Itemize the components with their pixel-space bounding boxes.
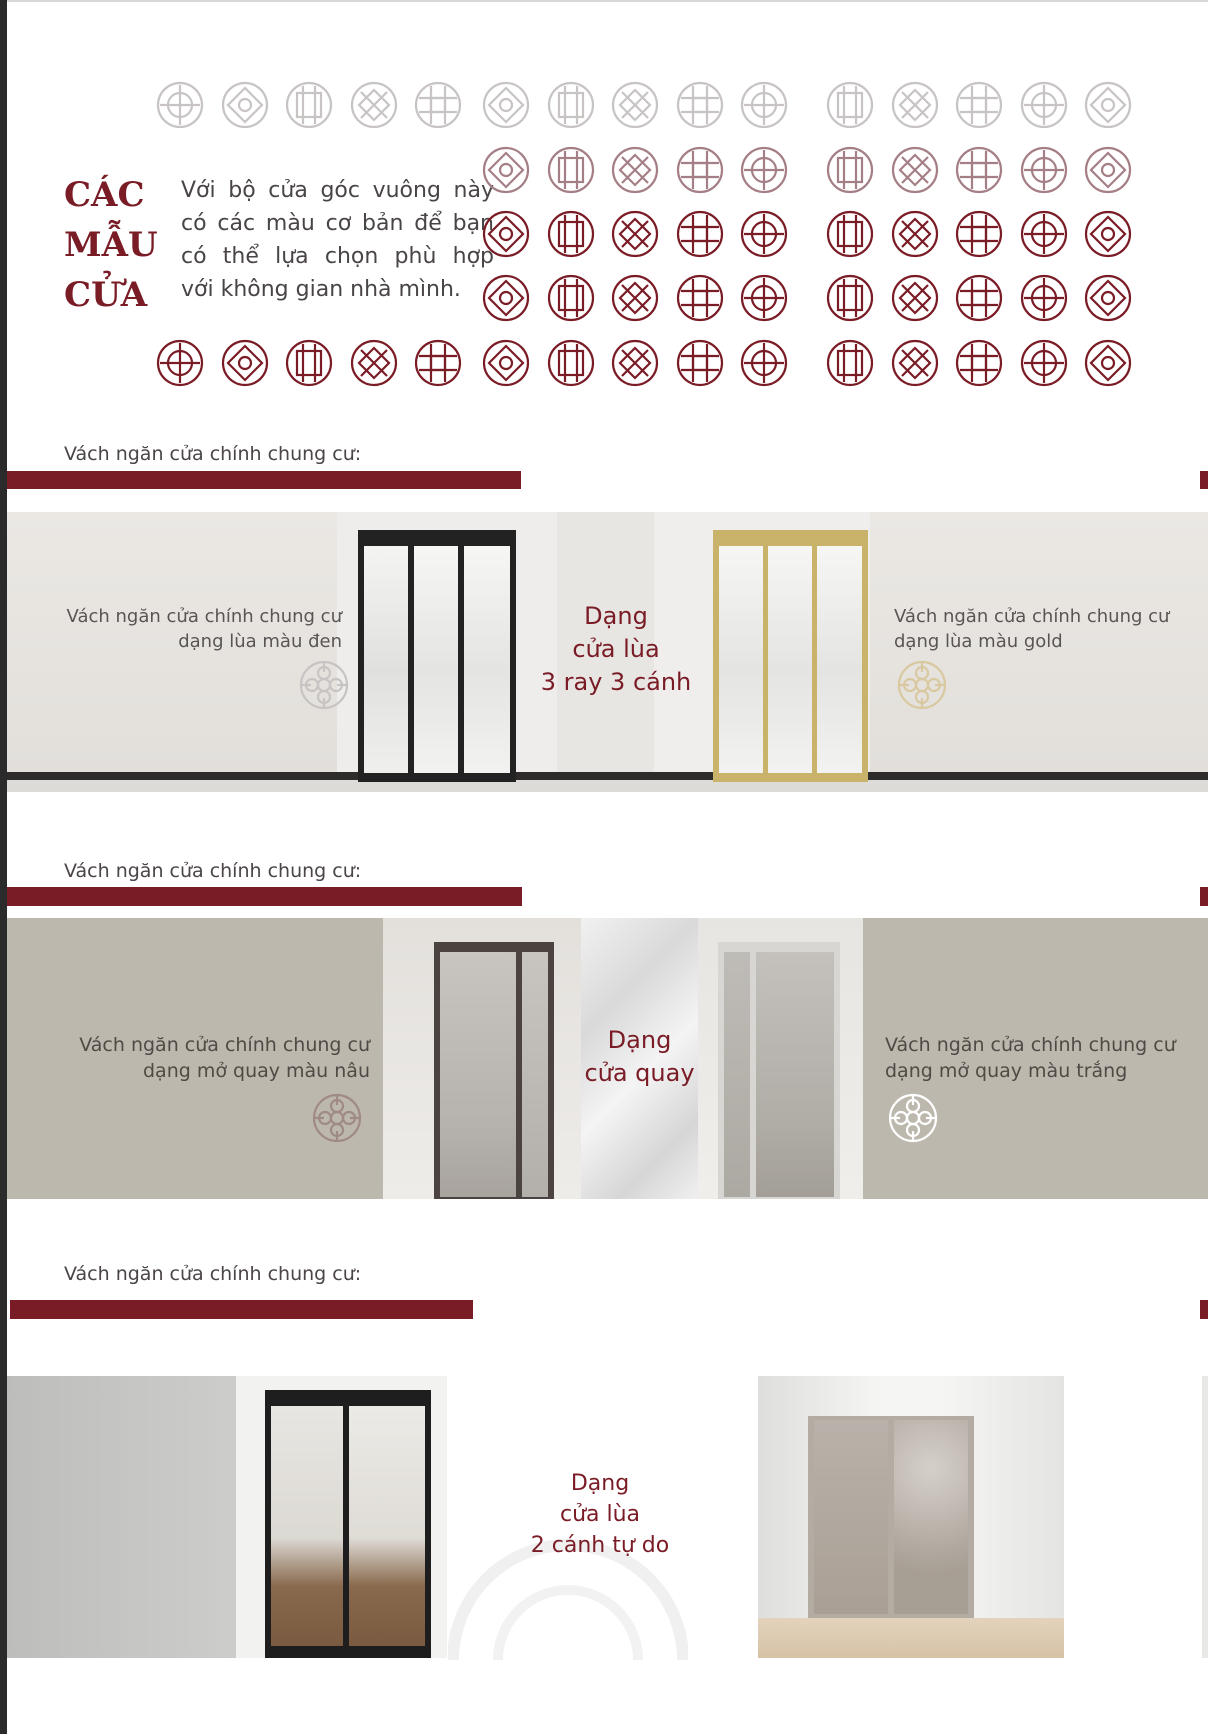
page-title	[64, 170, 174, 320]
lattice-medallion-icon	[890, 338, 940, 388]
brown-swing-door	[434, 942, 554, 1199]
floor	[7, 780, 1208, 792]
caption-line: dạng lùa màu đen	[178, 631, 342, 652]
lattice-medallion-icon	[1019, 273, 1069, 323]
black-sliding-door	[358, 530, 516, 782]
lattice-medallion-icon	[413, 338, 463, 388]
lattice-medallion-icon	[739, 338, 789, 388]
lattice-medallion-icon	[284, 338, 334, 388]
sliding-door-3-panel-banner	[7, 512, 1208, 792]
section-label: Vách ngăn cửa chính chung cư:	[64, 1263, 362, 1285]
lattice-medallion-icon	[610, 338, 660, 388]
center-line: cửa quay	[584, 1059, 695, 1087]
lattice-medallion-icon	[954, 273, 1004, 323]
page-left-edge	[0, 0, 7, 1734]
brown-door-caption	[52, 1032, 370, 1084]
lattice-medallion-icon	[610, 145, 660, 195]
intro-line: Với bộ cửa góc vuông này	[181, 178, 494, 203]
lattice-medallion-icon	[481, 80, 531, 130]
lattice-medallion-icon	[1019, 145, 1069, 195]
center-line: 3 ray 3 cánh	[540, 668, 692, 696]
lattice-medallion-icon	[220, 338, 270, 388]
lattice-medallion-icon	[349, 338, 399, 388]
black-door-caption	[57, 604, 342, 654]
lattice-medallion-icon	[610, 80, 660, 130]
lattice-medallion-icon	[546, 80, 596, 130]
lattice-medallion-icon	[739, 80, 789, 130]
lattice-medallion-icon	[954, 338, 1004, 388]
section-divider-bar	[7, 887, 522, 906]
lattice-medallion-icon	[481, 338, 531, 388]
title-line: CỬA	[64, 275, 148, 315]
lattice-medallion-icon	[675, 273, 725, 323]
caption-line: Vách ngăn cửa chính chung cư	[894, 606, 1170, 627]
lattice-medallion-icon	[481, 145, 531, 195]
sliding-2-free-label	[500, 1468, 700, 1561]
lattice-medallion-icon	[954, 80, 1004, 130]
flower-medallion-icon	[888, 1093, 938, 1143]
flower-medallion-icon	[312, 1093, 362, 1143]
section-divider-bar-end	[1200, 1300, 1208, 1319]
white-swing-door	[718, 942, 840, 1199]
caption-line: Vách ngăn cửa chính chung cư	[79, 1034, 370, 1056]
flower-medallion-icon	[299, 660, 349, 710]
page-top-edge	[0, 0, 1208, 2]
lattice-medallion-icon	[155, 338, 205, 388]
lattice-medallion-icon	[1083, 273, 1133, 323]
caption-line: Vách ngăn cửa chính chung cư	[66, 606, 342, 627]
center-line: Dạng	[584, 602, 648, 630]
gold-sliding-door	[713, 530, 868, 782]
lattice-medallion-icon	[675, 145, 725, 195]
lattice-medallion-icon	[739, 209, 789, 259]
center-line: Dạng	[570, 1471, 630, 1496]
lattice-medallion-icon	[825, 80, 875, 130]
caption-line: dạng mở quay màu trắng	[885, 1060, 1128, 1082]
lattice-medallion-icon	[825, 145, 875, 195]
black-2-panel-door	[265, 1390, 431, 1658]
lattice-medallion-icon	[220, 80, 270, 130]
title-line: MẪU	[64, 225, 158, 265]
caption-line: Vách ngăn cửa chính chung cư	[885, 1034, 1176, 1056]
lattice-medallion-icon	[954, 209, 1004, 259]
section-label: Vách ngăn cửa chính chung cư:	[64, 443, 362, 465]
lattice-medallion-icon	[546, 273, 596, 323]
intro-line: có các màu cơ bản để bạn	[181, 211, 494, 236]
section-divider-bar-end	[1200, 471, 1208, 489]
lattice-medallion-icon	[349, 80, 399, 130]
lattice-medallion-icon	[954, 145, 1004, 195]
lattice-medallion-icon	[825, 338, 875, 388]
center-line: cửa lùa	[572, 635, 660, 663]
lattice-medallion-icon	[890, 145, 940, 195]
photo-frosted-sliding-door	[758, 1376, 1064, 1658]
white-door-caption	[885, 1032, 1203, 1084]
lattice-medallion-icon	[284, 80, 334, 130]
swing-door-label	[567, 1024, 712, 1090]
intro-line: với không gian nhà mình.	[181, 277, 461, 302]
lattice-medallion-icon	[481, 273, 531, 323]
intro-line: có thể lựa chọn phù hợp	[181, 244, 494, 269]
section-label: Vách ngăn cửa chính chung cư:	[64, 860, 362, 882]
center-line: Dạng	[607, 1026, 672, 1054]
lattice-medallion-icon	[675, 338, 725, 388]
photo-black-sliding-door	[7, 1376, 447, 1658]
lattice-medallion-icon	[890, 209, 940, 259]
lattice-medallion-icon	[1019, 209, 1069, 259]
lattice-medallion-icon	[739, 273, 789, 323]
lattice-medallion-icon	[546, 145, 596, 195]
section-divider-bar-end	[1200, 887, 1208, 906]
lattice-medallion-icon	[481, 209, 531, 259]
next-photo-edge	[1202, 1376, 1208, 1658]
center-line: 2 cánh tự do	[530, 1533, 670, 1558]
intro-paragraph	[181, 174, 494, 306]
lattice-medallion-icon	[1019, 338, 1069, 388]
lattice-medallion-icon	[1083, 80, 1133, 130]
lattice-medallion-icon	[825, 209, 875, 259]
center-line: cửa lùa	[559, 1502, 641, 1527]
lattice-medallion-icon	[610, 273, 660, 323]
flower-medallion-icon	[897, 660, 947, 710]
lattice-medallion-icon	[739, 145, 789, 195]
caption-line: dạng lùa màu gold	[894, 631, 1063, 652]
lattice-medallion-icon	[1083, 209, 1133, 259]
lattice-medallion-icon	[890, 80, 940, 130]
lattice-medallion-icon	[413, 80, 463, 130]
lattice-medallion-icon	[825, 273, 875, 323]
title-line: CÁC	[64, 175, 145, 215]
lattice-medallion-icon	[675, 209, 725, 259]
baseboard	[7, 772, 1208, 780]
sliding-3-track-label	[537, 600, 695, 699]
lattice-medallion-icon	[1083, 338, 1133, 388]
section-divider-bar	[7, 471, 521, 489]
swing-door-banner	[7, 918, 1208, 1199]
frosted-2-panel-door	[808, 1416, 974, 1618]
lattice-medallion-icon	[610, 209, 660, 259]
section-divider-bar	[10, 1300, 473, 1319]
lattice-medallion-icon	[1019, 80, 1069, 130]
gold-door-caption	[894, 604, 1194, 654]
lattice-medallion-icon	[890, 273, 940, 323]
lattice-medallion-icon	[546, 338, 596, 388]
lattice-medallion-icon	[155, 80, 205, 130]
lattice-medallion-icon	[675, 80, 725, 130]
lattice-medallion-icon	[546, 209, 596, 259]
caption-line: dạng mở quay màu nâu	[142, 1060, 370, 1082]
lattice-medallion-icon	[1083, 145, 1133, 195]
